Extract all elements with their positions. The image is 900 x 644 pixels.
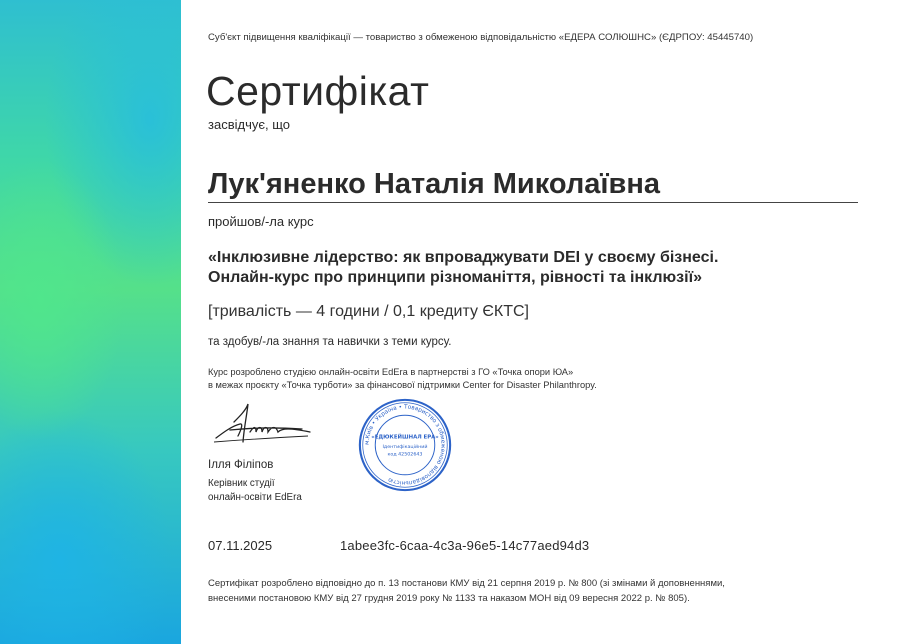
certificate-id: 1abee3fc-6caa-4c3a-96e5-14c77aed94d3 — [340, 538, 590, 553]
issuer-line: Суб'єкт підвищення кваліфікації — товариство з обмеженою відповідальністю «ЕДЕРА СОЛЮШНС» (ЄДРПОУ: 45445740) — [208, 32, 754, 43]
certificate-title: Сертифікат — [206, 68, 430, 114]
legal-basis-line-2: внесеними постановою КМУ від 27 грудня 2019 року № 1133 та наказом МОН від 09 вересня 2022 р. № 805). — [208, 593, 690, 604]
signer-role-line-2: онлайн-освіти EdEra — [208, 492, 302, 503]
course-duration: [тривалість — 4 години / 0,1 кредиту ЄКТС] — [208, 303, 529, 320]
decorative-gradient-band — [0, 0, 181, 644]
signer-role — [208, 477, 302, 505]
legal-basis-line-1: Сертифікат розроблено відповідно до п. 13 постанови КМУ від 21 серпня 2019 р. № 800 (зі змінами й доповненнями, — [208, 578, 725, 589]
course-title — [208, 248, 858, 288]
seal-center-line-2: Ідентифікаційний — [382, 444, 428, 450]
seal-center-line-1: «ЕДЮКЕЙШНАЛ ЕРА» — [371, 434, 439, 441]
partnership-note-line-1: Курс розроблено студією онлайн-освіти EdEra в партнерстві з ГО «Точка опори ЮА» — [208, 367, 574, 377]
signer-name: Ілля Філіпов — [208, 459, 274, 471]
signature-image — [210, 402, 320, 452]
seal-outer-text: м.Київ • Україна • Товариство з обмеженою відповідальністю — [364, 404, 446, 486]
legal-basis-note — [208, 576, 868, 606]
certifies-text: засвідчує, що — [208, 117, 290, 132]
issue-date: 07.11.2025 — [208, 538, 273, 553]
completed-text: пройшов/-ла курс — [208, 214, 314, 229]
partnership-note — [208, 366, 848, 392]
course-title-line-2: Онлайн-курс про принципи різноманіття, рівності та інклюзії» — [208, 269, 702, 286]
partnership-note-line-2: в межах проєкту «Точка турботи» за фінансової підтримки Center for Disaster Philanthropy. — [208, 380, 597, 390]
recipient-name: Лук'яненко Наталія Миколаївна — [208, 168, 858, 203]
seal-center-line-3: код 42502643 — [387, 452, 423, 458]
course-title-line-1: «Інклюзивне лідерство: як впроваджувати DEI у своєму бізнесі. — [208, 249, 719, 266]
acquired-skills-text: та здобув/-ла знання та навички з теми курсу. — [208, 336, 452, 348]
official-seal-stamp — [357, 397, 453, 493]
signer-role-line-1: Керівник студії — [208, 478, 275, 489]
